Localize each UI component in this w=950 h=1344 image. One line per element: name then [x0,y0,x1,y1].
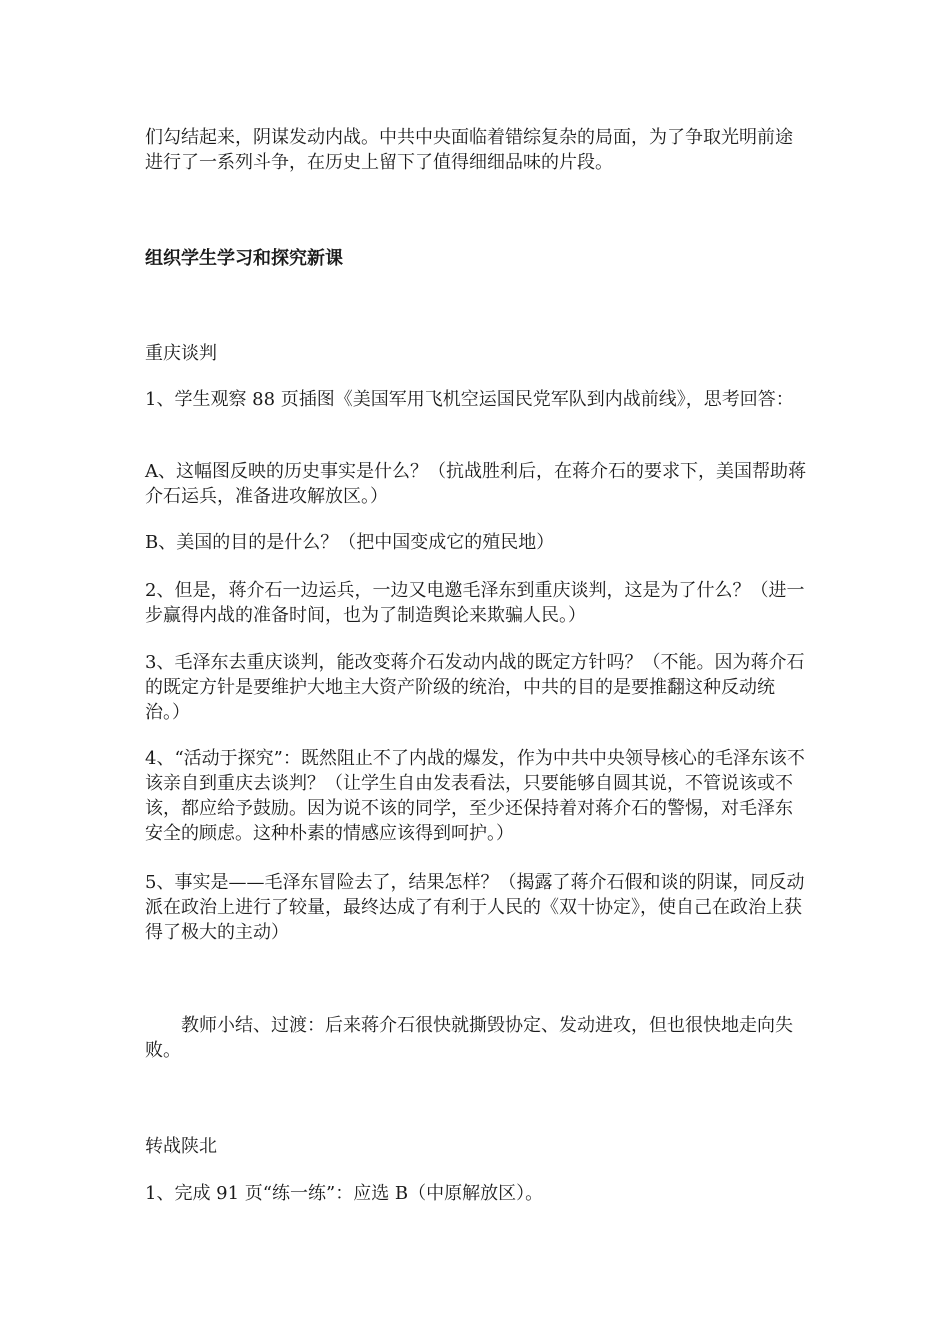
question-a: A、这幅图反映的历史事实是什么？（抗战胜利后，在蒋介石的要求下，美国帮助蒋介石运兵，准备进攻解放区。） [145,461,806,507]
exercise-1: 1、完成 91 页“练一练”：应选 B（中原解放区）。 [145,1183,544,1204]
teacher-summary: 教师小结、过渡：后来蒋介石很快就撕毁协定、发动进攻，但也很快地走向失败。 [145,1015,793,1061]
question-2: 2、但是，蒋介石一边运兵，一边又电邀毛泽东到重庆谈判，这是为了什么？（进一步赢得内战的准备时间，也为了制造舆论来欺骗人民。） [145,580,805,626]
question-4: 4、“活动于探究”：既然阻止不了内战的爆发，作为中共中央领导核心的毛泽东该不该亲自到重庆去谈判？（让学生自由发表看法，只要能够自圆其说，不管说该或不该，都应给予鼓励。因为说不该的同学，至少还保持着对蒋介石的警惕，对毛泽东安全的顾虑。这种朴素的情感应该得到呵护。） [145,748,805,844]
question-1: 1、学生观察 88 页插图《美国军用飞机空运国民党军队到内战前线》，思考回答： [145,389,794,410]
subheading-chongqing-negotiation: 重庆谈判 [145,343,217,364]
subheading-northern-shaanxi: 转战陕北 [145,1136,217,1157]
question-b: B、美国的目的是什么？（把中国变成它的殖民地） [145,532,555,553]
question-3: 3、毛泽东去重庆谈判，能改变蒋介石发动内战的既定方针吗？（不能。因为蒋介石的既定方针是要维护大地主大资产阶级的统治，中共的目的是要推翻这种反动统治。） [145,652,805,723]
intro-paragraph: 们勾结起来，阴谋发动内战。中共中央面临着错综复杂的局面，为了争取光明前途进行了一系列斗争，在历史上留下了值得细细品味的片段。 [145,127,793,173]
section-heading: 组织学生学习和探究新课 [145,248,343,269]
question-5: 5、事实是——毛泽东冒险去了，结果怎样？（揭露了蒋介石假和谈的阴谋，同反动派在政治上进行了较量，最终达成了有利于人民的《双十协定》，使自己在政治上获得了极大的主动） [145,872,805,943]
